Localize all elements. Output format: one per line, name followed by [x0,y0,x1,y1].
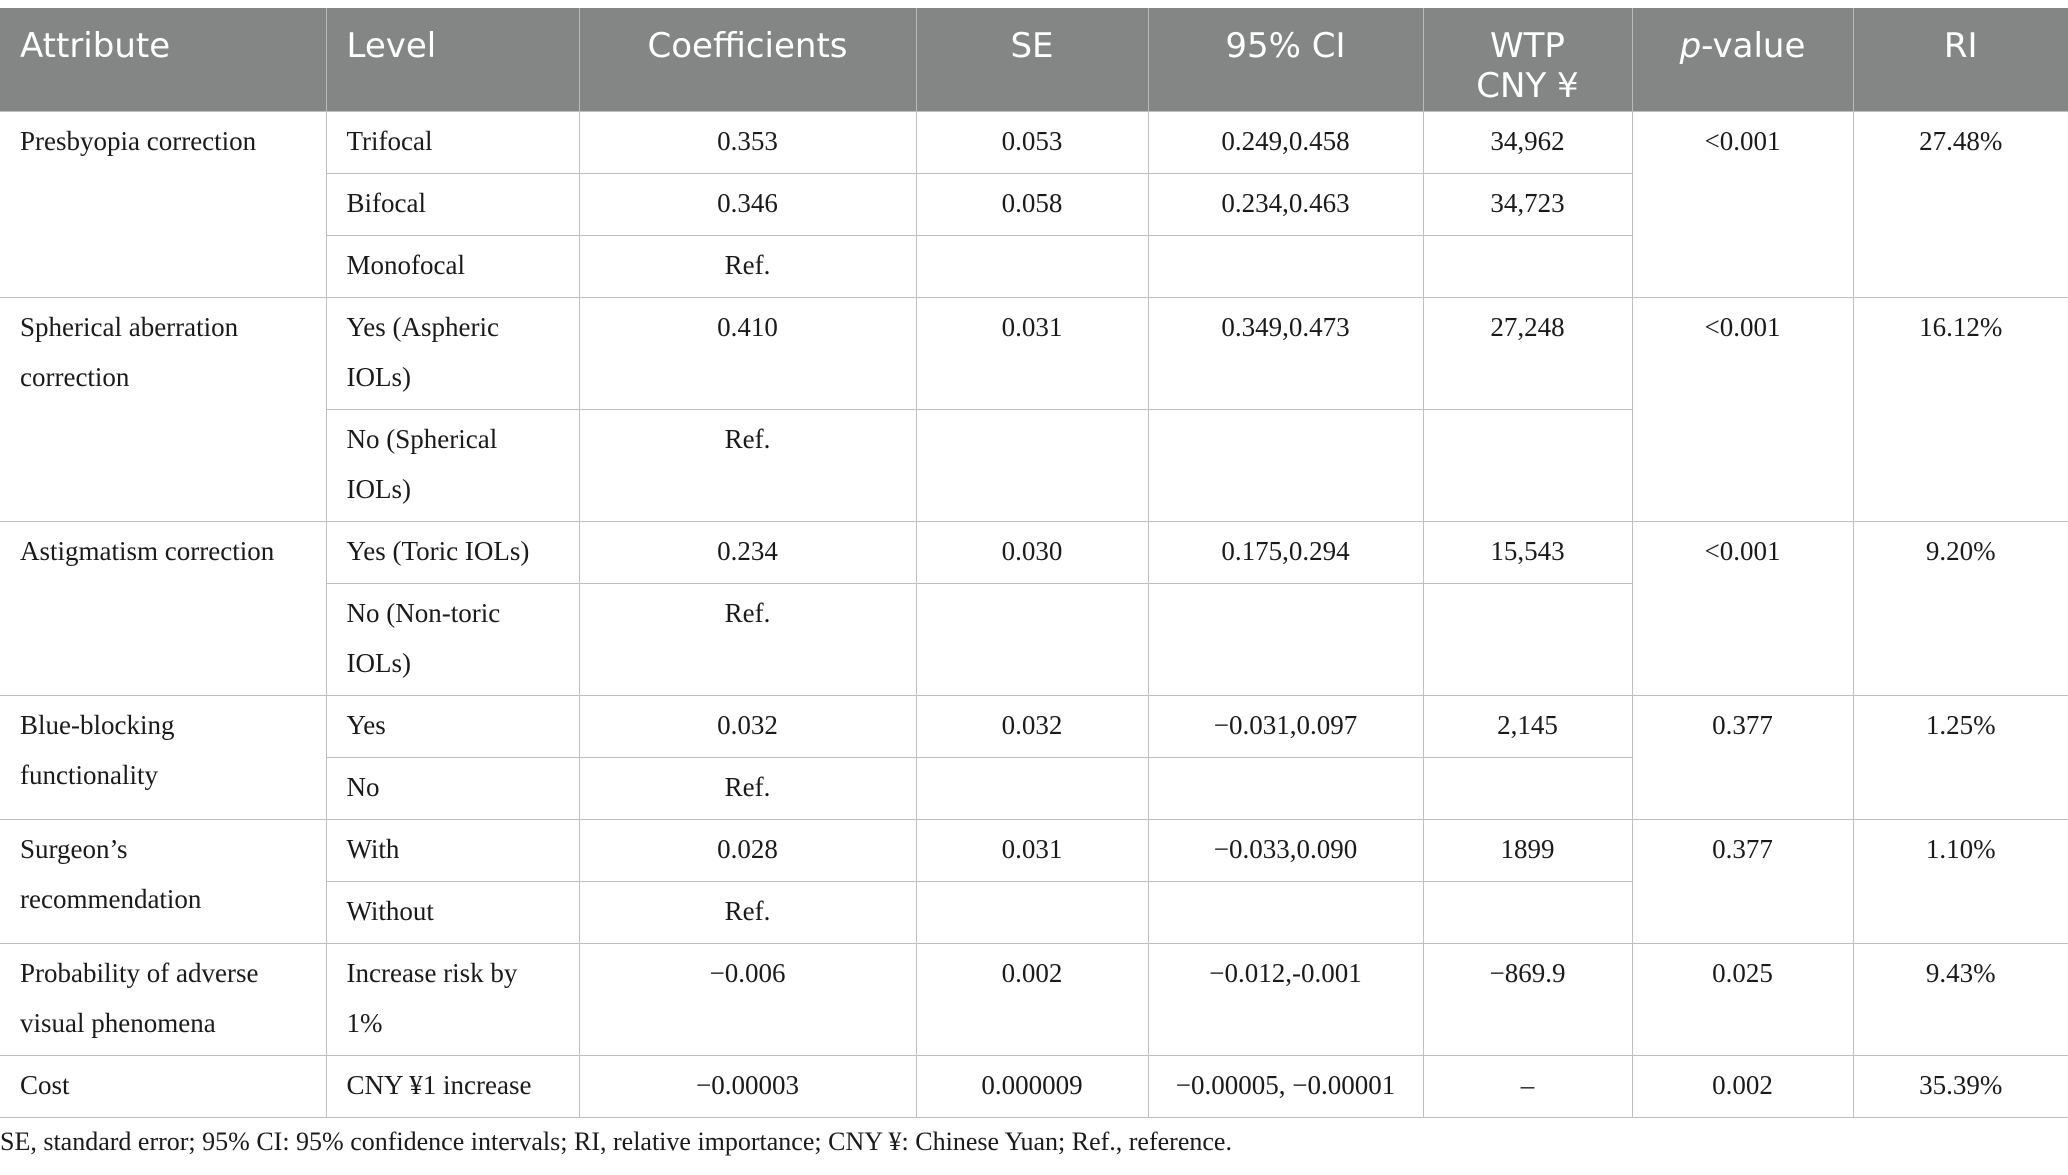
cell-wtp: 2,145 [1423,695,1632,757]
cell-level: Bifocal [326,173,579,235]
cell-level: CNY ¥1 increase [326,1055,579,1117]
header-row [0,8,2068,111]
cell-ci [1148,881,1423,943]
cell-attribute: Presbyopia correction [0,111,326,297]
cell-pvalue: 0.002 [1632,1055,1853,1117]
cell-ci: 0.175,0.294 [1148,521,1423,583]
header-pvalue-rest: -value [1701,26,1806,66]
cell-attribute: Cost [0,1055,326,1117]
cell-se [916,409,1148,521]
cell-se [916,235,1148,297]
header-ci: 95% CI [1148,8,1423,111]
cell-ri: 16.12% [1853,297,2068,521]
cell-level: No (Spherical IOLs) [326,409,579,521]
cell-coefficient: Ref. [579,235,916,297]
cell-attribute: Probability of adverse visual phenomena [0,943,326,1055]
cell-level: Yes [326,695,579,757]
header-coefficients: Coefficients [579,8,916,111]
cell-pvalue: <0.001 [1632,521,1853,695]
cell-level: Monofocal [326,235,579,297]
cell-level: Trifocal [326,111,579,173]
header-wtp-line1: WTP [1490,26,1565,66]
cell-pvalue: <0.001 [1632,297,1853,521]
cell-level: No (Non-toric IOLs) [326,583,579,695]
cell-ri: 9.43% [1853,943,2068,1055]
cell-pvalue: <0.001 [1632,111,1853,297]
cell-coefficient: Ref. [579,409,916,521]
cell-se: 0.031 [916,819,1148,881]
cell-attribute: Astigmatism correction [0,521,326,695]
table-row [0,695,2068,757]
cell-coefficient: 0.234 [579,521,916,583]
header-wtp-line2: CNY ¥ [1476,66,1579,106]
cell-se: 0.030 [916,521,1148,583]
table-row [0,111,2068,173]
cell-ri: 1.10% [1853,819,2068,943]
cell-se [916,757,1148,819]
cell-wtp: – [1423,1055,1632,1117]
cell-attribute: Spherical aberration correction [0,297,326,521]
cell-ri: 27.48% [1853,111,2068,297]
cell-wtp [1423,881,1632,943]
cell-se: 0.002 [916,943,1148,1055]
cell-wtp [1423,583,1632,695]
cell-wtp [1423,409,1632,521]
cell-ci: 0.349,0.473 [1148,297,1423,409]
table-footnote: SE, standard error; 95% CI: 95% confidence intervals; RI, relative importance; CNY ¥: Chinese Yuan; Ref., reference. [0,1127,1232,1156]
cell-ri: 1.25% [1853,695,2068,819]
cell-pvalue: 0.377 [1632,819,1853,943]
header-se: SE [916,8,1148,111]
cell-ci: 0.249,0.458 [1148,111,1423,173]
cell-se: 0.031 [916,297,1148,409]
cell-ci: 0.234,0.463 [1148,173,1423,235]
cell-coefficient: −0.00003 [579,1055,916,1117]
cell-wtp [1423,757,1632,819]
header-attribute: Attribute [0,8,326,111]
cell-se: 0.058 [916,173,1148,235]
cell-coefficient: −0.006 [579,943,916,1055]
cell-wtp: 1899 [1423,819,1632,881]
header-wtp [1423,8,1632,111]
cell-ri: 35.39% [1853,1055,2068,1117]
results-table [0,8,2068,1118]
cell-coefficient: Ref. [579,881,916,943]
header-pvalue [1632,8,1853,111]
cell-wtp: 27,248 [1423,297,1632,409]
cell-coefficient: Ref. [579,757,916,819]
cell-attribute: Surgeon’s recommendation [0,819,326,943]
cell-ci [1148,757,1423,819]
cell-coefficient: 0.028 [579,819,916,881]
cell-level: Increase risk by 1% [326,943,579,1055]
cell-se [916,583,1148,695]
cell-se [916,881,1148,943]
cell-level: Without [326,881,579,943]
cell-wtp: 34,962 [1423,111,1632,173]
cell-level: Yes (Aspheric IOLs) [326,297,579,409]
cell-ci: −0.012,-0.001 [1148,943,1423,1055]
cell-ci [1148,583,1423,695]
cell-coefficient: Ref. [579,583,916,695]
cell-ri: 9.20% [1853,521,2068,695]
table-row [0,819,2068,881]
cell-level: No [326,757,579,819]
cell-coefficient: 0.353 [579,111,916,173]
cell-wtp: −869.9 [1423,943,1632,1055]
header-ri: RI [1853,8,2068,111]
cell-ci: −0.031,0.097 [1148,695,1423,757]
cell-wtp: 15,543 [1423,521,1632,583]
cell-level: With [326,819,579,881]
table-row [0,297,2068,409]
cell-pvalue: 0.025 [1632,943,1853,1055]
cell-coefficient: 0.032 [579,695,916,757]
cell-wtp [1423,235,1632,297]
header-level: Level [326,8,579,111]
cell-ci: −0.00005, −0.00001 [1148,1055,1423,1117]
cell-ci [1148,409,1423,521]
cell-wtp: 34,723 [1423,173,1632,235]
table-row [0,1055,2068,1117]
cell-ci [1148,235,1423,297]
cell-attribute: Blue-blocking functionality [0,695,326,819]
cell-coefficient: 0.410 [579,297,916,409]
cell-pvalue: 0.377 [1632,695,1853,819]
header-pvalue-italic: p [1679,26,1702,66]
cell-level: Yes (Toric IOLs) [326,521,579,583]
table-row [0,943,2068,1055]
cell-se: 0.032 [916,695,1148,757]
table-container [0,8,2068,1118]
table-row [0,521,2068,583]
cell-coefficient: 0.346 [579,173,916,235]
cell-se: 0.053 [916,111,1148,173]
cell-ci: −0.033,0.090 [1148,819,1423,881]
cell-se: 0.000009 [916,1055,1148,1117]
